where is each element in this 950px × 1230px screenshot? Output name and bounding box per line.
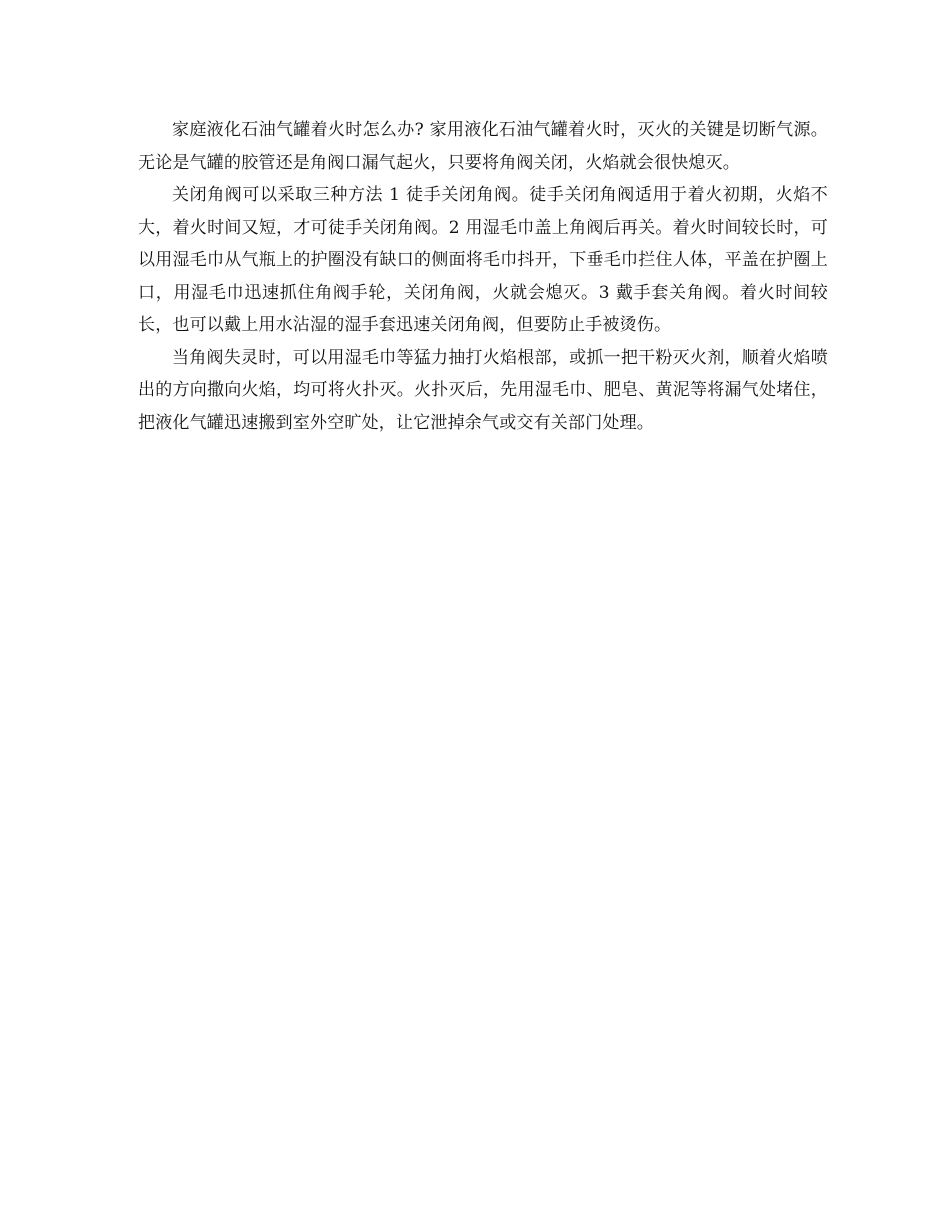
document-body bbox=[138, 114, 828, 439]
paragraph-1: 家庭液化石油气罐着火时怎么办? 家用液化石油气罐着火时，灭火的关键是切断气源。无论是气罐的胶管还是角阀口漏气起火，只要将角阀关闭，火焰就会很快熄灭。 bbox=[138, 120, 828, 173]
paragraph-3: 当角阀失灵时，可以用湿毛巾等猛力抽打火焰根部，或抓一把干粉灭火剂，顺着火焰喷出的方向撒向火焰，均可将火扑灭。火扑灭后，先用湿毛巾、肥皂、黄泥等将漏气处堵住，把液化气罐迅速搬到室外空旷处，让它泄掉余气或交有关部门处理。 bbox=[138, 347, 828, 433]
paragraph-2: 关闭角阀可以采取三种方法 1 徒手关闭角阀。徒手关闭角阀适用于着火初期，火焰不大，着火时间又短，才可徒手关闭角阀。2 用湿毛巾盖上角阀后再关。着火时间较长时，可以用湿毛巾从气瓶上的护圈没有缺口的侧面将毛巾抖开，下垂毛巾拦住人体，平盖在护圈上口，用湿毛巾迅速抓住角阀手轮，关闭角阀，火就会熄灭。3 戴手套关角阀。着火时间较长，也可以戴上用水沾湿的湿手套迅速关闭角阀，但要防止手被烫伤。 bbox=[138, 185, 828, 335]
